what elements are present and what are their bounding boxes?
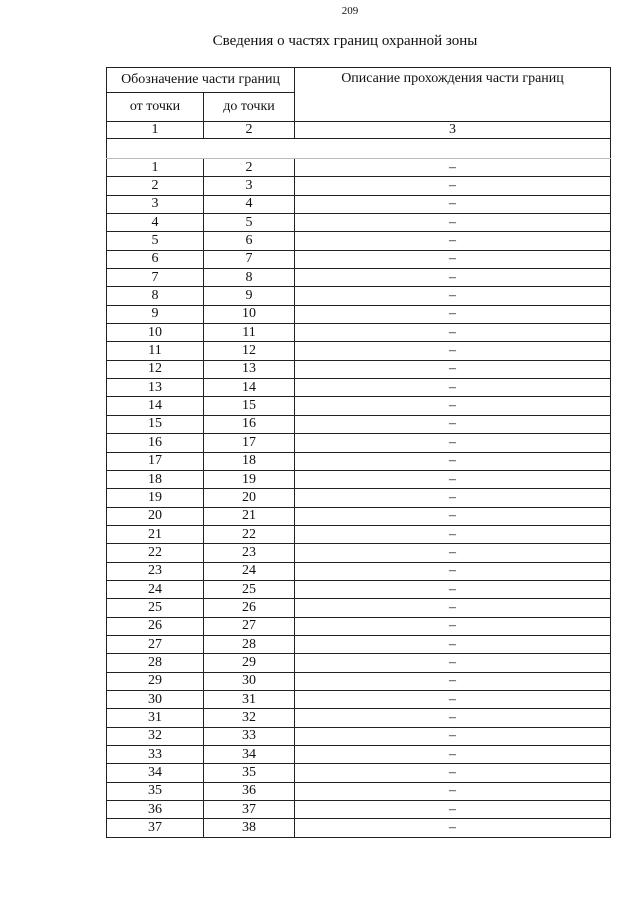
cell-description: – xyxy=(295,232,611,250)
header-description: Описание прохождения части границ xyxy=(295,68,611,122)
blank-cell xyxy=(107,139,611,159)
cell-to-point: 25 xyxy=(204,580,295,598)
cell-from-point: 7 xyxy=(107,269,204,287)
table-row xyxy=(107,470,611,488)
cell-to-point: 38 xyxy=(204,819,295,837)
cell-from-point: 13 xyxy=(107,379,204,397)
cell-description: – xyxy=(295,544,611,562)
cell-from-point: 16 xyxy=(107,434,204,452)
table-row xyxy=(107,159,611,177)
table-row xyxy=(107,672,611,690)
cell-description: – xyxy=(295,415,611,433)
table-body xyxy=(107,68,611,838)
table-row xyxy=(107,709,611,727)
cell-from-point: 18 xyxy=(107,470,204,488)
table-row xyxy=(107,452,611,470)
cell-to-point: 18 xyxy=(204,452,295,470)
cell-to-point: 31 xyxy=(204,690,295,708)
cell-from-point: 12 xyxy=(107,360,204,378)
table-row xyxy=(107,379,611,397)
table-row xyxy=(107,599,611,617)
cell-from-point: 25 xyxy=(107,599,204,617)
column-number: 2 xyxy=(204,122,295,139)
cell-from-point: 20 xyxy=(107,507,204,525)
cell-to-point: 13 xyxy=(204,360,295,378)
header-boundary-designation: Обозначение части границ xyxy=(107,68,295,93)
table-row xyxy=(107,580,611,598)
table-row xyxy=(107,324,611,342)
cell-to-point: 23 xyxy=(204,544,295,562)
cell-from-point: 34 xyxy=(107,764,204,782)
table-row xyxy=(107,415,611,433)
cell-to-point: 10 xyxy=(204,305,295,323)
cell-to-point: 28 xyxy=(204,635,295,653)
cell-from-point: 6 xyxy=(107,250,204,268)
table-row xyxy=(107,360,611,378)
cell-description: – xyxy=(295,177,611,195)
cell-description: – xyxy=(295,269,611,287)
page-number: 209 xyxy=(341,5,359,17)
cell-to-point: 4 xyxy=(204,195,295,213)
table-row xyxy=(107,195,611,213)
table-row xyxy=(107,287,611,305)
cell-description: – xyxy=(295,159,611,177)
cell-description: – xyxy=(295,470,611,488)
cell-from-point: 21 xyxy=(107,525,204,543)
cell-to-point: 3 xyxy=(204,177,295,195)
cell-description: – xyxy=(295,746,611,764)
cell-from-point: 5 xyxy=(107,232,204,250)
cell-to-point: 2 xyxy=(204,159,295,177)
boundary-parts-table xyxy=(106,67,611,838)
cell-from-point: 30 xyxy=(107,690,204,708)
cell-to-point: 36 xyxy=(204,782,295,800)
cell-description: – xyxy=(295,305,611,323)
cell-from-point: 28 xyxy=(107,654,204,672)
table-row xyxy=(107,269,611,287)
table-row xyxy=(107,305,611,323)
cell-from-point: 22 xyxy=(107,544,204,562)
cell-description: – xyxy=(295,250,611,268)
cell-from-point: 37 xyxy=(107,819,204,837)
cell-from-point: 29 xyxy=(107,672,204,690)
table-row xyxy=(107,177,611,195)
cell-to-point: 30 xyxy=(204,672,295,690)
cell-description: – xyxy=(295,214,611,232)
cell-description: – xyxy=(295,709,611,727)
cell-description: – xyxy=(295,360,611,378)
table-row xyxy=(107,617,611,635)
cell-description: – xyxy=(295,764,611,782)
header-from-point: от точки xyxy=(107,93,204,122)
cell-from-point: 27 xyxy=(107,635,204,653)
cell-to-point: 37 xyxy=(204,801,295,819)
cell-to-point: 20 xyxy=(204,489,295,507)
cell-from-point: 36 xyxy=(107,801,204,819)
cell-to-point: 15 xyxy=(204,397,295,415)
cell-from-point: 9 xyxy=(107,305,204,323)
cell-from-point: 8 xyxy=(107,287,204,305)
cell-to-point: 9 xyxy=(204,287,295,305)
blank-row xyxy=(107,139,611,159)
cell-description: – xyxy=(295,819,611,837)
cell-description: – xyxy=(295,782,611,800)
cell-description: – xyxy=(295,324,611,342)
cell-to-point: 29 xyxy=(204,654,295,672)
cell-from-point: 2 xyxy=(107,177,204,195)
cell-to-point: 22 xyxy=(204,525,295,543)
cell-to-point: 12 xyxy=(204,342,295,360)
cell-description: – xyxy=(295,379,611,397)
cell-to-point: 24 xyxy=(204,562,295,580)
column-numbers-row xyxy=(107,122,611,139)
table-row xyxy=(107,232,611,250)
cell-description: – xyxy=(295,562,611,580)
cell-description: – xyxy=(295,801,611,819)
cell-from-point: 26 xyxy=(107,617,204,635)
cell-to-point: 26 xyxy=(204,599,295,617)
table-row xyxy=(107,489,611,507)
table-row xyxy=(107,654,611,672)
cell-description: – xyxy=(295,397,611,415)
cell-description: – xyxy=(295,635,611,653)
table-row xyxy=(107,764,611,782)
column-number: 1 xyxy=(107,122,204,139)
cell-description: – xyxy=(295,580,611,598)
cell-to-point: 8 xyxy=(204,269,295,287)
cell-from-point: 15 xyxy=(107,415,204,433)
cell-from-point: 4 xyxy=(107,214,204,232)
cell-to-point: 32 xyxy=(204,709,295,727)
cell-description: – xyxy=(295,727,611,745)
cell-description: – xyxy=(295,525,611,543)
table-row xyxy=(107,342,611,360)
cell-from-point: 3 xyxy=(107,195,204,213)
table-row xyxy=(107,746,611,764)
cell-to-point: 14 xyxy=(204,379,295,397)
cell-to-point: 33 xyxy=(204,727,295,745)
cell-description: – xyxy=(295,489,611,507)
cell-from-point: 24 xyxy=(107,580,204,598)
table-row xyxy=(107,690,611,708)
cell-to-point: 6 xyxy=(204,232,295,250)
table-row xyxy=(107,801,611,819)
cell-to-point: 11 xyxy=(204,324,295,342)
table-row xyxy=(107,397,611,415)
cell-to-point: 7 xyxy=(204,250,295,268)
cell-description: – xyxy=(295,452,611,470)
table-row xyxy=(107,819,611,837)
cell-description: – xyxy=(295,617,611,635)
page-title: Сведения о частях границ охранной зоны xyxy=(212,33,478,49)
cell-to-point: 21 xyxy=(204,507,295,525)
cell-description: – xyxy=(295,672,611,690)
table-row xyxy=(107,525,611,543)
table-row xyxy=(107,214,611,232)
cell-description: – xyxy=(295,195,611,213)
cell-description: – xyxy=(295,342,611,360)
cell-from-point: 23 xyxy=(107,562,204,580)
cell-to-point: 5 xyxy=(204,214,295,232)
cell-from-point: 10 xyxy=(107,324,204,342)
cell-description: – xyxy=(295,599,611,617)
table-row xyxy=(107,635,611,653)
column-number: 3 xyxy=(295,122,611,139)
cell-from-point: 11 xyxy=(107,342,204,360)
header-to-point: до точки xyxy=(204,93,295,122)
cell-from-point: 19 xyxy=(107,489,204,507)
cell-description: – xyxy=(295,287,611,305)
cell-from-point: 32 xyxy=(107,727,204,745)
cell-to-point: 27 xyxy=(204,617,295,635)
cell-to-point: 17 xyxy=(204,434,295,452)
table-row xyxy=(107,562,611,580)
cell-to-point: 35 xyxy=(204,764,295,782)
table-row xyxy=(107,727,611,745)
cell-from-point: 17 xyxy=(107,452,204,470)
cell-from-point: 1 xyxy=(107,159,204,177)
table-row xyxy=(107,782,611,800)
table-row xyxy=(107,250,611,268)
table-row xyxy=(107,544,611,562)
cell-from-point: 31 xyxy=(107,709,204,727)
cell-from-point: 14 xyxy=(107,397,204,415)
table-row xyxy=(107,507,611,525)
cell-description: – xyxy=(295,654,611,672)
cell-to-point: 16 xyxy=(204,415,295,433)
cell-description: – xyxy=(295,690,611,708)
table-header-row xyxy=(107,68,611,93)
cell-description: – xyxy=(295,434,611,452)
table-row xyxy=(107,434,611,452)
cell-from-point: 33 xyxy=(107,746,204,764)
cell-to-point: 34 xyxy=(204,746,295,764)
cell-description: – xyxy=(295,507,611,525)
cell-from-point: 35 xyxy=(107,782,204,800)
cell-to-point: 19 xyxy=(204,470,295,488)
